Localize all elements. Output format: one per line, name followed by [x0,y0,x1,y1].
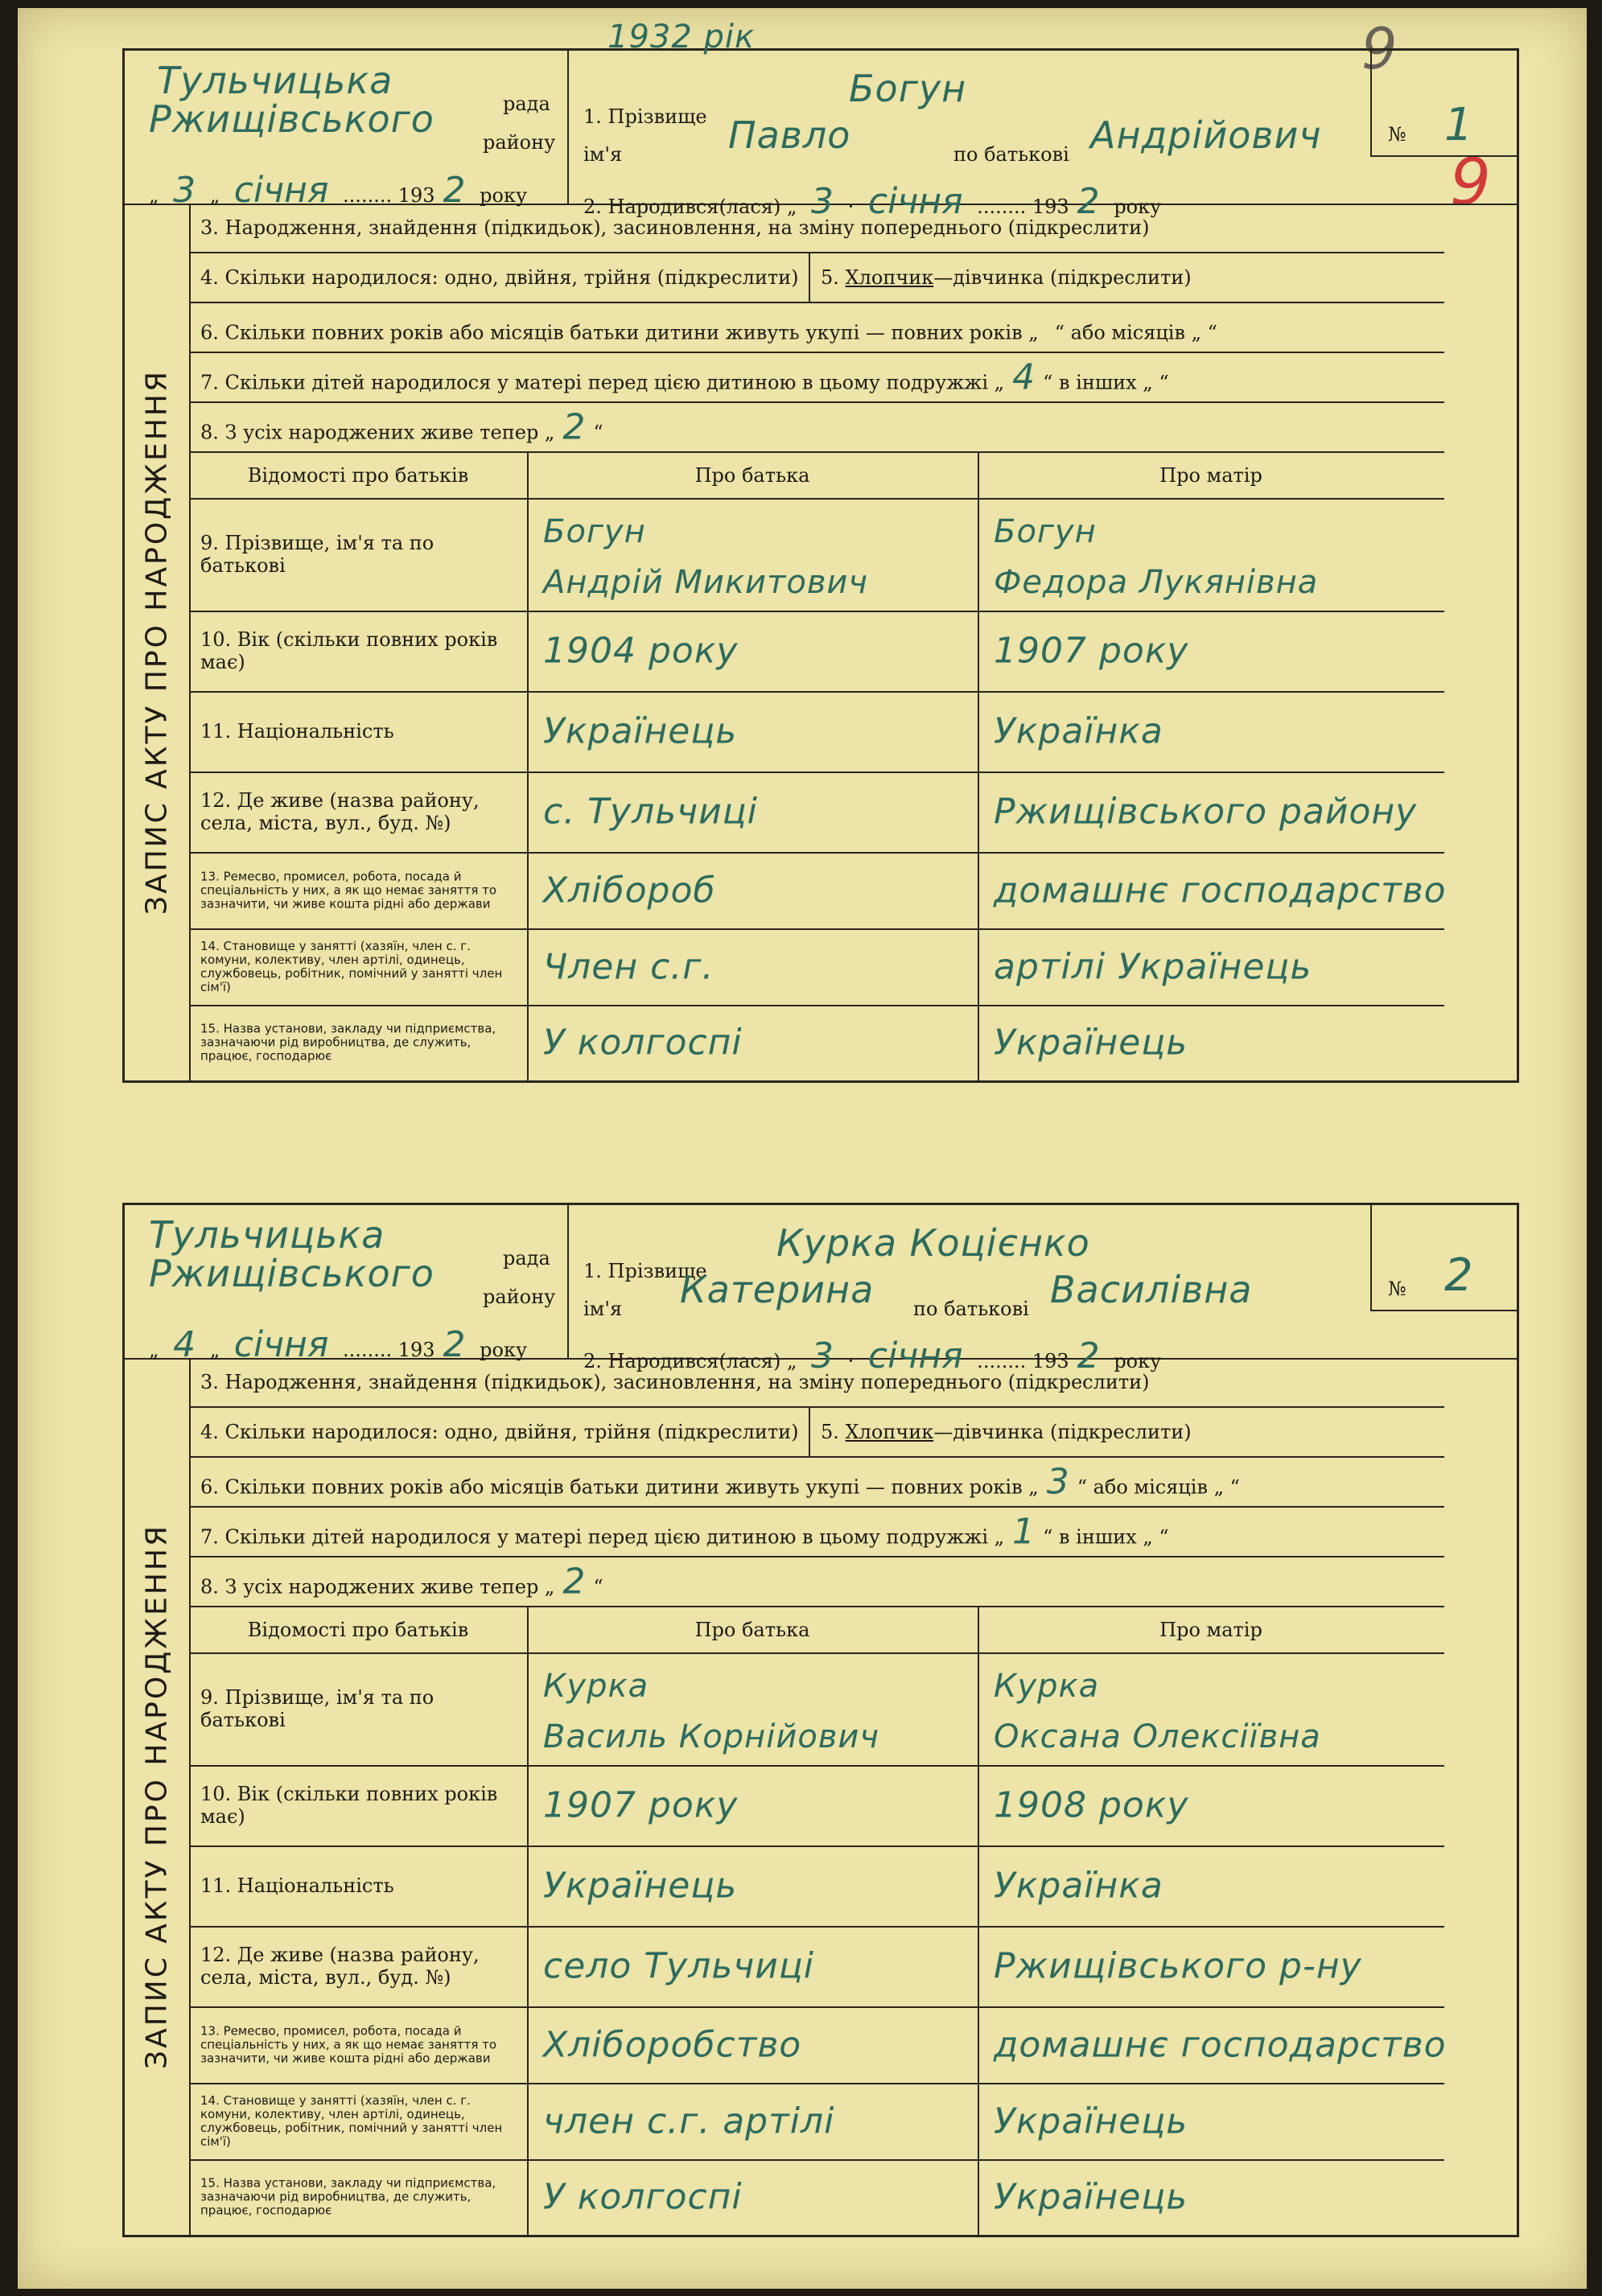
table-row-status: 14. Становище у занятті (хазяїн, член с. г. комуни, колективу, член артілі, одинець, службовець, робітник, помічний у занятті член сім'ї) Член с.г. артілі Українець [189,928,1444,1006]
q7-row: 7. Скільки дітей народилося у матері перед цією дитиною в цьому подружжі „ 4 “ в інших „ “ [189,353,1444,403]
pencil-corner-number: 9 [1361,16,1398,82]
record-number: 2 [1444,1249,1474,1302]
birth-record-2 [122,1203,1519,2237]
number-label: № [1388,123,1406,146]
q4-q5-row: 4. Скільки народилося: одно, двійня, трійня (підкреслити) 5. Хлопчик—дівчинка (підкреслити) [189,253,1444,303]
document-sheet [18,8,1587,2289]
table-row-age: 10. Вік (скільки повних років має) 1907 року 1908 року [189,1765,1444,1847]
name-value: Павло [728,113,851,157]
child-block [567,1205,1332,1376]
table-row-names: 9. Прізвище, ім'я та по батькові Богун Андрій Микитович Богун Федора Лукянівна [189,498,1444,612]
table-row-age: 10. Вік (скільки повних років має) 1904 року 1907 року [189,611,1444,693]
parents-table [189,1607,1447,2235]
surname-value: Курка Коцієнко [776,1221,1090,1265]
table-header-row: Відомості про батьків Про батька Про матір [189,1607,1444,1654]
q6-row: 6. Скільки повних років або місяців батьки дитини живуть укупі — повних років „ “ або місяців „ “ [189,303,1444,353]
name-label: ім'я [583,1298,623,1320]
patronymic-value: Василівна [1050,1268,1253,1311]
table-row-status: 14. Становище у занятті (хазяїн, член с. г. комуни, колективу, член артілі, одинець, службовець, робітник, помічний у занятті член сім'ї) член с.г. артілі Українець [189,2083,1444,2161]
surname-label: 1. Прізвище [583,105,707,128]
rada-value: Тульчицька [157,59,393,102]
raion-value: Ржищівського [149,1252,434,1295]
rada-value: Тульчицька [149,1213,385,1257]
table-row-institution: 15. Назва установи, закладу чи підприємства, зазначаючи рід виробництва, де служить, працює, господарює У колгоспі Українець [189,1005,1444,1080]
surname-label: 1. Прізвище [583,1260,707,1282]
patronymic-value: Андрійович [1090,113,1322,157]
year-note: 1932 рік [607,19,756,56]
table-row-residence: 12. Де живе (назва району, села, міста, вул., буд. №) с. Тульчиці Ржищівського району [189,772,1444,854]
name-value: Катерина [680,1268,875,1311]
q8-row: 8. З усіх народжених живе тепер „ 2 “ [189,1557,1444,1607]
record-body [189,1358,1517,2235]
record-header [125,51,1517,222]
reg-date-line: „ 4 „ січня ........ 193 2 року [149,1324,528,1365]
table-row-nationality: 11. Національність Українець Українка [189,1845,1444,1928]
record-header [125,1205,1517,1376]
patronymic-label: по батькові [953,143,1069,166]
child-block [567,51,1332,222]
raion-label: району [483,131,556,154]
born-line: 2. Народився(лася) „ 3 · січня ........ 193 2 року [583,1335,1162,1376]
q3-row: 3. Народження, знайдення (підкидьок), засиновлення, на зміну попереднього (підкреслити) [189,1358,1444,1408]
q6-row: 6. Скільки повних років або місяців батьки дитини живуть укупі — повних років „ 3 “ або місяців „ “ [189,1458,1444,1508]
reg-date-line: „ 3 „ січня ........ 193 2 року [149,170,528,211]
registration-block [125,1205,569,1365]
record-number: 1 [1444,99,1474,151]
record-number-box [1370,51,1517,157]
side-title: ЗАПИС АКТУ ПРО НАРОДЖЕННЯ [125,1358,191,2235]
rada-label: рада [503,93,550,115]
table-header-row: Відомості про батьків Про батька Про матір [189,453,1444,500]
patronymic-label: по батькові [913,1298,1029,1320]
number-label: № [1388,1278,1406,1300]
rada-label: рада [503,1247,550,1269]
record-body [189,204,1517,1080]
table-row-names: 9. Прізвище, ім'я та по батькові Курка Василь Корнійович Курка Оксана Олексіївна [189,1652,1444,1767]
registration-block [125,51,569,211]
table-row-occupation: 13. Ремесво, промисел, робота, посада й спеціальність у них, а як що немає заняття то зазначити, чи живе кошта рідні або держави Хлібороб домашнє господарство [189,852,1444,930]
surname-value: Богун [849,67,967,110]
born-line: 2. Народився(лася) „ 3 · січня ........ 193 2 року [583,181,1162,222]
q8-row: 8. З усіх народжених живе тепер „ 2 “ [189,403,1444,453]
record-number-box [1370,1205,1517,1311]
table-row-occupation: 13. Ремесво, промисел, робота, посада й спеціальність у них, а як що немає заняття то зазначити, чи живе кошта рідні або держави Хліборобство домашнє господарство [189,2006,1444,2084]
q4-q5-row: 4. Скільки народилося: одно, двійня, трійня (підкреслити) 5. Хлопчик—дівчинка (підкреслити) [189,1408,1444,1458]
raion-label: району [483,1286,556,1308]
parents-table [189,453,1447,1080]
raion-value: Ржищівського [149,97,434,141]
table-row-institution: 15. Назва установи, закладу чи підприємства, зазначаючи рід виробництва, де служить, працює, господарює У колгоспі Українець [189,2159,1444,2235]
birth-record-1 [122,19,1519,1083]
red-corner-number: 9 [1450,145,1491,220]
side-title: ЗАПИС АКТУ ПРО НАРОДЖЕННЯ [125,204,191,1080]
table-row-residence: 12. Де живе (назва району, села, міста, вул., буд. №) село Тульчиці Ржищівського р-ну [189,1926,1444,2008]
name-label: ім'я [583,143,623,166]
q3-row: 3. Народження, знайдення (підкидьок), засиновлення, на зміну попереднього (підкреслити) [189,204,1444,253]
q7-row: 7. Скільки дітей народилося у матері перед цією дитиною в цьому подружжі „ 1 “ в інших „ “ [189,1508,1444,1557]
table-row-nationality: 11. Національність Українець Українка [189,691,1444,773]
